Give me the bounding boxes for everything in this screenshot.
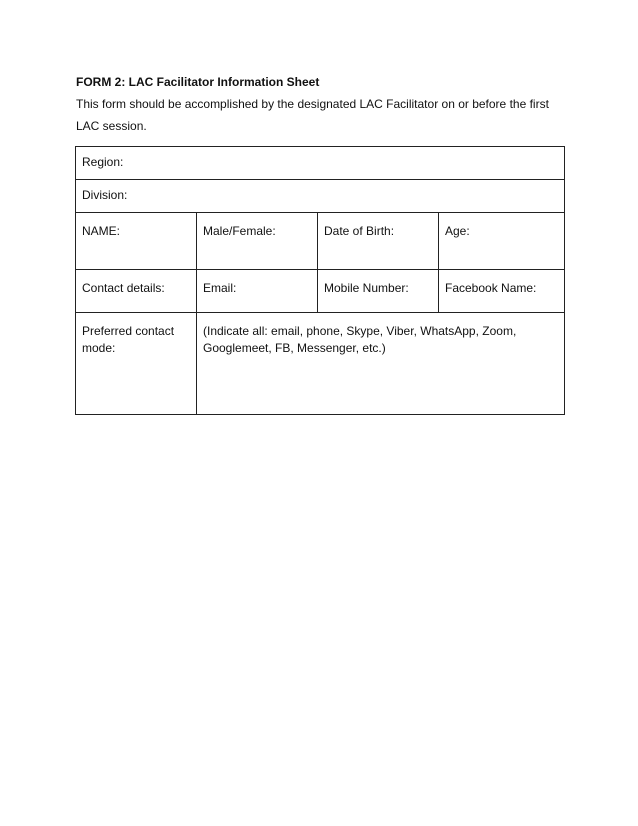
preferred-contact-label: Preferred contact mode: (76, 313, 197, 415)
region-field[interactable]: Region: (76, 147, 565, 180)
mobile-number-field[interactable]: Mobile Number: (318, 270, 439, 313)
division-field[interactable]: Division: (76, 180, 565, 213)
region-row (76, 147, 565, 180)
name-row (76, 213, 565, 270)
facebook-name-field[interactable]: Facebook Name: (439, 270, 565, 313)
email-field[interactable]: Email: (197, 270, 318, 313)
form-instructions: This form should be accomplished by the designated LAC Facilitator on or before the first LAC session. (76, 97, 549, 133)
age-field[interactable]: Age: (439, 213, 565, 270)
sex-field[interactable]: Male/Female: (197, 213, 318, 270)
name-field[interactable]: NAME: (76, 213, 197, 270)
preferred-contact-field[interactable]: (Indicate all: email, phone, Skype, Viber, WhatsApp, Zoom, Googlemeet, FB, Messenger, etc.) (197, 313, 565, 415)
preferred-contact-row (76, 313, 565, 415)
date-of-birth-field[interactable]: Date of Birth: (318, 213, 439, 270)
division-row (76, 180, 565, 213)
form-title: FORM 2: LAC Facilitator Information Sheet (76, 75, 320, 89)
contact-row (76, 270, 565, 313)
contact-details-label: Contact details: (76, 270, 197, 313)
facilitator-info-table (75, 146, 565, 415)
